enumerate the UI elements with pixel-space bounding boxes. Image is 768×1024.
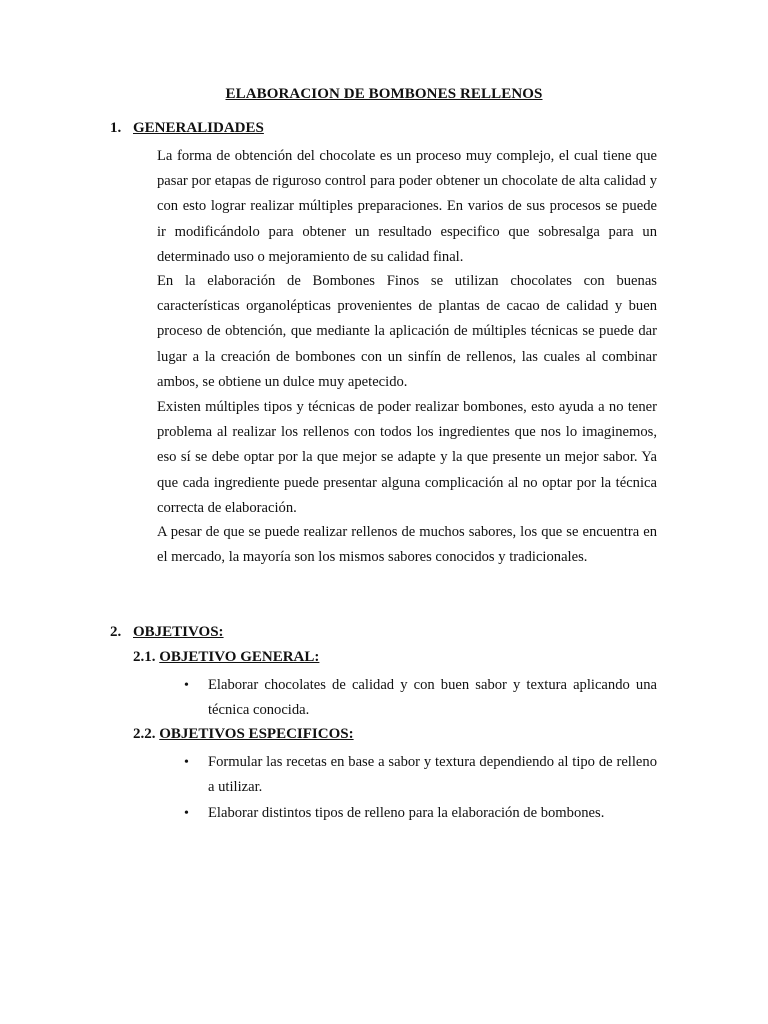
bullet-text: Elaborar distintos tipos de relleno para la elaboración de bombones. [208, 805, 605, 821]
subsection-title: OBJETIVOS ESPECIFICOS: [159, 726, 354, 742]
bullet-text: Elaborar chocolates de calidad y con buen sabor y textura aplicando una técnica conocida. [208, 677, 657, 719]
section-number: 2. [110, 624, 122, 640]
bullet-text: Formular las recetas en base a sabor y textura dependiendo al tipo de relleno a utilizar. [208, 754, 657, 796]
section-heading-objetivos [110, 624, 224, 641]
paragraph: En la elaboración de Bombones Finos se utilizan chocolates con buenas características organolépticas provenientes de plantas de cacao de calidad y buen proceso de obtención, que mediante la aplicación de múltiples técnicas se puede dar lugar a la creación de bombones con un sinfín de rellenos, las cuales al combinar ambos, se obtiene un dulce muy apetecido. [157, 273, 657, 390]
bullet-icon: • [184, 806, 189, 821]
paragraph: A pesar de que se puede realizar rellenos de muchos sabores, los que se encuentra en el mercado, la mayoría son los mismos sabores conocidos y tradicionales. [157, 524, 657, 566]
subsection-heading-objetivo-general [133, 649, 319, 666]
section-title: OBJETIVOS: [133, 624, 224, 640]
document-title: ELABORACION DE BOMBONES RELLENOS [225, 86, 543, 102]
section-number: 1. [110, 120, 122, 136]
section-title: GENERALIDADES [133, 120, 264, 136]
paragraph: La forma de obtención del chocolate es un proceso muy complejo, el cual tiene que pasar por etapas de riguroso control para poder obtener un chocolate de alta calidad y con esto lograr realizar múltiples preparaciones. En varios de sus procesos se puede ir modificándolo para obtener un resultado especifico que sobresalga para un determinado uso o mejoramiento de su calidad final. [157, 148, 657, 265]
subsection-title: OBJETIVO GENERAL: [159, 649, 320, 665]
subsection-number: 2.2. [133, 726, 156, 742]
section-heading-generalidades [110, 120, 264, 137]
subsection-heading-objetivos-especificos [133, 726, 354, 743]
bullet-icon: • [184, 755, 189, 770]
subsection-number: 2.1. [133, 649, 156, 665]
bullet-icon: • [184, 678, 189, 693]
paragraph: Existen múltiples tipos y técnicas de poder realizar bombones, esto ayuda a no tener problema al realizar los rellenos con todos los ingredientes que nos lo imaginemos, eso sí se debe optar por la que mejor se adapte y la que presente un mejor sabor. Ya que cada ingrediente puede presentar alguna complicación al no optar por la técnica correcta de elaboración. [157, 399, 657, 516]
